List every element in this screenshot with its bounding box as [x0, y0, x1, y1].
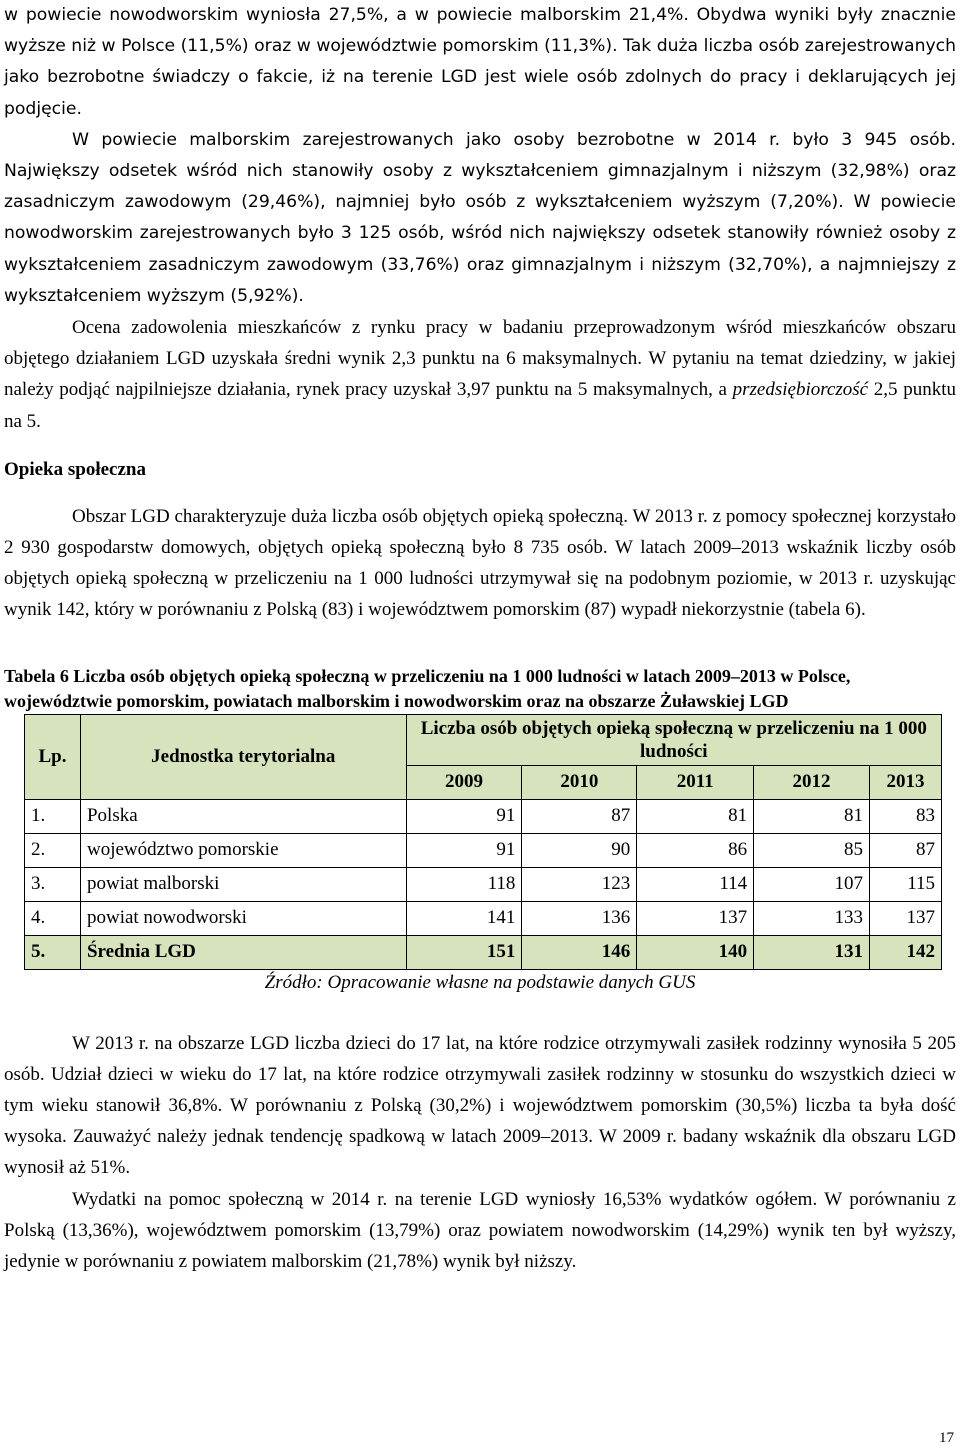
header-lp: Lp. — [25, 714, 81, 799]
cell-value: 131 — [754, 935, 870, 969]
cell-value: 123 — [522, 867, 637, 901]
table-source: Źródło: Opracowanie własne na podstawie danych GUS — [264, 971, 696, 993]
document-page — [4, 0, 956, 1277]
paragraph-social-care: Obszar LGD charakteryzuje duża liczba osób objętych opieką społeczną. W 2013 r. z pomocy społecznej korzystało 2 930 gospodarstw domowych, objętych opieką społeczną było 8 735 osób. W latach 2009–2013 wskaźnik liczby osób objętych opieką społeczną w przeliczeniu na 1 000 ludności utrzymywał się na podobnym poziomie, w 2013 r. uzyskując wynik 142, który w porównaniu z Polską (83) i województwem pomorskim (87) wypadł niekorzystnie (tabela 6). — [4, 505, 956, 621]
header-year: 2013 — [869, 765, 941, 799]
cell-value: 90 — [522, 833, 637, 867]
cell-lp: 1. — [25, 799, 81, 833]
cell-lp: 5. — [25, 935, 81, 969]
cell-value: 141 — [406, 901, 522, 935]
cell-value: 115 — [869, 867, 941, 901]
social-care-table — [24, 714, 942, 970]
cell-lp: 3. — [25, 867, 81, 901]
cell-unit: powiat nowodworski — [80, 901, 406, 935]
survey-text: Ocena zadowolenia mieszkańców z rynku pracy w badaniu przeprowadzonym wśród mieszkańców obszaru objętego działaniem LGD uzyskała średni wynik 2,3 punktu na 6 maksymalnych. W pytaniu na temat dziedziny, w jakiej należy podjąć najpilniejsze działania, rynek pracy uzyskał 3,97 punktu na 5 maksymalnych, a — [4, 317, 956, 401]
cell-value: 87 — [522, 799, 637, 833]
header-unit: Jednostka terytorialna — [80, 714, 406, 799]
cell-lp: 2. — [25, 833, 81, 867]
header-group: Liczba osób objętych opieką społeczną w przeliczeniu na 1 000 ludności — [406, 714, 941, 765]
cell-value: 142 — [869, 935, 941, 969]
cell-value: 87 — [869, 833, 941, 867]
cell-value: 146 — [522, 935, 637, 969]
cell-value: 151 — [406, 935, 522, 969]
cell-value: 137 — [869, 901, 941, 935]
cell-value: 83 — [869, 799, 941, 833]
table-row — [25, 867, 942, 901]
cell-value: 107 — [754, 867, 870, 901]
cell-unit: Polska — [80, 799, 406, 833]
survey-text-end: 2,5 punktu na 5. — [4, 379, 956, 432]
cell-lp: 4. — [25, 901, 81, 935]
cell-value: 137 — [637, 901, 754, 935]
cell-value: 85 — [754, 833, 870, 867]
section-heading-social-care: Opieka społeczna — [4, 458, 146, 480]
paragraph-unemployment-intro: w powiecie nowodworskim wyniosła 27,5%, a w powiecie malborskim 21,4%. Obydwa wyniki były znacznie wyższe niż w Polsce (11,5%) oraz w województwie pomorskim (11,3%). Tak duża liczba osób zarejestrowanych jako bezrobotne świadczy o fakcie, iż na terenie LGD jest wiele osób zdolnych do pracy i deklarujących jej podjęcie. — [4, 5, 956, 119]
cell-unit: Średnia LGD — [80, 935, 406, 969]
table-caption: Tabela 6 Liczba osób objętych opieką społeczną w przeliczeniu na 1 000 ludności w latach 2009–2013 w Polsce, województwie pomorskim, powiatach malborskim i nowodworskim oraz na obszarze Żuławskiej LGD — [4, 665, 851, 711]
cell-value: 118 — [406, 867, 522, 901]
cell-value: 91 — [406, 799, 522, 833]
header-year: 2010 — [522, 765, 637, 799]
header-year: 2011 — [637, 765, 754, 799]
cell-value: 140 — [637, 935, 754, 969]
paragraph-unemployment-details: W powiecie malborskim zarejestrowanych jako osoby bezrobotne w 2014 r. było 3 945 osób. Największy odsetek wśród nich stanowiły osoby z wykształceniem gimnazjalnym i niższym (32,98%) oraz zasadniczym zawodowym (29,46%), najmniej było osób z wykształceniem wyższym (7,20%). W powiecie nowodworskim zarejestrowanych było 3 125 osób, wśród nich największy odsetek stanowiły również osoby z wykształceniem zasadniczym zawodowym (33,76%) oraz gimnazjalnym i niższym (32,70%), a najmniejszy z wykształceniem wyższym (5,92%). — [4, 129, 956, 306]
cell-value: 86 — [637, 833, 754, 867]
table-row — [25, 901, 942, 935]
cell-unit: województwo pomorskie — [80, 833, 406, 867]
header-year: 2012 — [754, 765, 870, 799]
page-number: 17 — [939, 1430, 954, 1446]
cell-value: 133 — [754, 901, 870, 935]
paragraph-labour-market-survey — [4, 312, 956, 437]
table-row-average — [25, 935, 942, 969]
cell-unit: powiat malborski — [80, 867, 406, 901]
table-row — [25, 833, 942, 867]
cell-value: 91 — [406, 833, 522, 867]
survey-italic-term: przedsiębiorczość — [732, 379, 869, 401]
paragraph-family-allowance: W 2013 r. na obszarze LGD liczba dzieci do 17 lat, na które rodzice otrzymywali zasiłek rodzinny wynosiła 5 205 osób. Udział dzieci w wieku do 17 lat, na które rodzice otrzymywali zasiłek rodzinny w stosunku do wszystkich dzieci w tym wieku stanowił 36,8%. W porównaniu z Polską (30,2%) i województwem pomorskim (30,5%) liczba ta była dość wysoka. Zauważyć należy jednak tendencję spadkową w latach 2009–2013. W 2009 r. badany wskaźnik dla obszaru LGD wynosił aż 51%. — [4, 1032, 956, 1179]
table-header-row — [25, 714, 942, 765]
cell-value: 81 — [637, 799, 754, 833]
cell-value: 114 — [637, 867, 754, 901]
cell-value: 136 — [522, 901, 637, 935]
table-row — [25, 799, 942, 833]
header-year: 2009 — [406, 765, 522, 799]
cell-value: 81 — [754, 799, 870, 833]
paragraph-social-expenditure: Wydatki na pomoc społeczną w 2014 r. na terenie LGD wyniosły 16,53% wydatków ogółem. W porównaniu z Polską (13,36%), województwem pomorskim (13,79%) oraz powiatem nowodworskim (14,29%) wynik ten był wyższy, jedynie w porównaniu z powiatem malborskim (21,78%) wynik był niższy. — [4, 1188, 956, 1273]
